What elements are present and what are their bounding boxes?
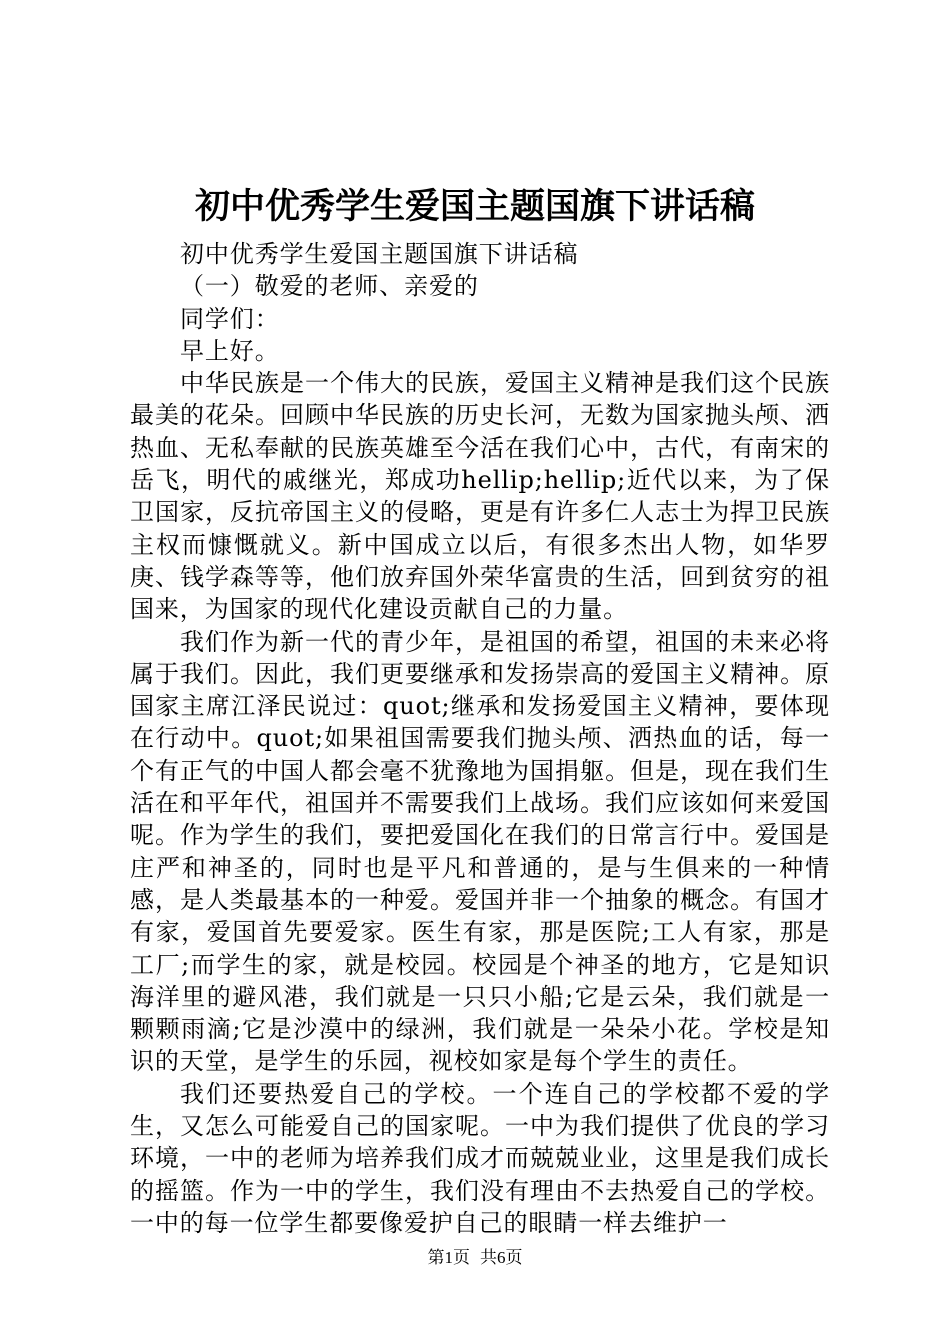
body-paragraph-school: 我们还要热爱自己的学校。一个连自己的学校都不爱的学生，又怎么可能爱自己的国家呢。一中为我们提供了优良的学习环境，一中的老师为培养我们成才而兢兢业业，这里是我们成长的摇篮。作为一中的学生，我们没有理由不去热爱自己的学校。一中的每一位学生都要像爱护自己的眼睛一样去维护一	[130, 1079, 830, 1237]
document-body	[130, 238, 830, 1239]
body-paragraph-heroes: 中华民族是一个伟大的民族，爱国主义精神是我们这个民族最美的花朵。回顾中华民族的历史长河，无数为国家抛头颅、洒热血、无私奉献的民族英雄至今活在我们心中，古代，有南宋的岳飞，明代的戚继光，郑成功hellip;hellip;近代以来，为了保卫国家，反抗帝国主义的侵略，更是有许多仁人志士为捍卫民族主权而慷慨就义。新中国成立以后，有很多杰出人物，如华罗庚、钱学森等等，他们放弃国外荣华富贵的生活，回到贫穷的祖国来，为国家的现代化建设贡献自己的力量。	[130, 369, 830, 624]
document-title: 初中优秀学生爱国主题国旗下讲话稿	[194, 186, 755, 227]
page-number: 第1页	[427, 1248, 470, 1267]
salutation-paragraph: （一）敬爱的老师、亲爱的	[180, 272, 479, 301]
salutation-continued-paragraph: 同学们：	[180, 304, 280, 333]
greeting-paragraph: 早上好。	[180, 336, 280, 365]
body-paragraph-youth: 我们作为新一代的青少年，是祖国的希望，祖国的未来必将属于我们。因此，我们更要继承和发扬崇高的爱国主义精神。原国家主席江泽民说过：quot;继承和发扬爱国主义精神，要体现在行动中。quot;如果祖国需要我们抛头颅、洒热血的话，每一个有正气的中国人都会毫不犹豫地为国捐躯。但是，现在我们生活在和平年代，祖国并不需要我们上战场。我们应该如何来爱国呢。作为学生的我们，要把爱国化在我们的日常言行中。爱国是庄严和神圣的，同时也是平凡和普通的，是与生俱来的一种情感，是人类最基本的一种爱。爱国并非一个抽象的概念。有国才有家，爱国首先要爱家。医生有家，那是医院;工人有家，那是工厂;而学生的家，就是校园。校园是个神圣的地方，它是知识海洋里的避风港，我们就是一只只小船;它是云朵，我们就是一颗颗雨滴;它是沙漠中的绿洲，我们就是一朵朵小花。学校是知识的天堂，是学生的乐园，视校如家是每个学生的责任。	[130, 627, 830, 1076]
page-total: 共6页	[480, 1248, 523, 1267]
subtitle-paragraph: 初中优秀学生爱国主题国旗下讲话稿	[180, 240, 579, 268]
page-footer	[0, 1246, 950, 1270]
